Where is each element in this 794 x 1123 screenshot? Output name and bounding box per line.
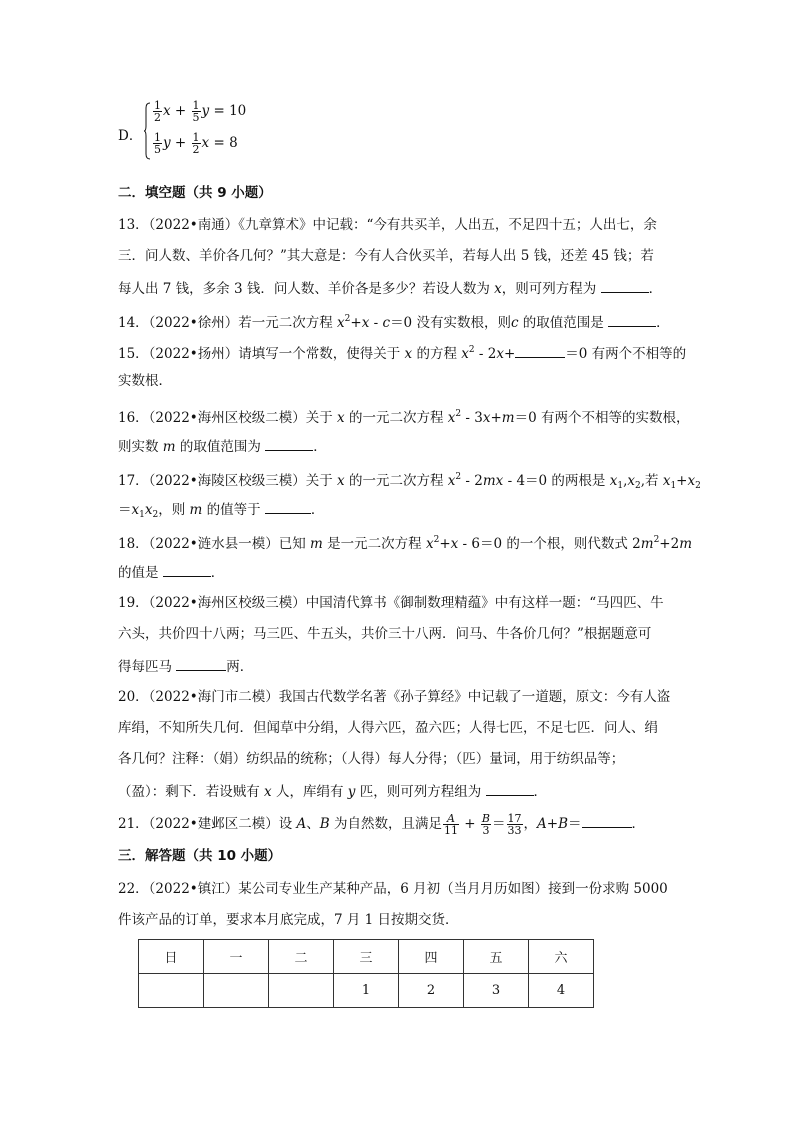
calendar-header-cell: 四 [399, 940, 464, 974]
calendar-header-cell: 二 [269, 940, 334, 974]
q17-line-1: 17．（2022•海陵区校级三模）关于 x 的一元二次方程 $x^2 - 2mx - 4=0$ 的两根是 $x_1,x_2$,若 $x_1+x_2$ [118, 472, 701, 491]
answer-blank[interactable] [601, 277, 649, 293]
q22-line-2: 件该产品的订单，要求本月底完成，7 月 1 日按期交货． [118, 912, 459, 928]
answer-blank[interactable] [265, 435, 313, 451]
q13-line-3: 每人出 7 钱，多余 3 钱．问人数、羊价各是多少？若设人数为 x，则可列方程为 ． [118, 277, 662, 299]
option-d-label: D． [118, 128, 143, 144]
calendar-header-cell: 三 [334, 940, 399, 974]
equation-2: $\frac{1}{5}$ y + $\frac{1}{2}$ x = 8 [154, 131, 238, 156]
q13-line-2: 三．问人数、羊价各几何？”其大意是：今有人合伙买羊，若每人出 5 钱，还差 45 钱；若 [118, 248, 654, 264]
q16-line-2: 则实数 m 的取值范围为 ． [118, 435, 327, 457]
q20-line-4: （盈）：剩下．若设贼有 x 人，库绢有 y 匹，则可列方程组为 ． [118, 780, 547, 802]
answer-blank[interactable] [608, 311, 656, 327]
q15-line-2: 实数根． [118, 373, 172, 389]
q19-line-1: 19．（2022•海州区校级三模）中国清代算书《御制数理精蕴》中有这样一题：“马四匹、牛 [118, 595, 664, 611]
answer-blank[interactable] [515, 342, 565, 358]
q18-line-2: 的值是 ． [118, 561, 224, 583]
q18-line-1: 18．（2022•涟水县一模）已知 m 是一元二次方程 $x^2+x - 6=0$ 的一个根，则代数式 $2m^2+2m$ [118, 535, 693, 552]
calendar-cell: 3 [464, 974, 529, 1008]
equation-1: $\frac{1}{2}$ x + $\frac{1}{5}$ y = 10 [154, 99, 247, 124]
calendar-cell [269, 974, 334, 1008]
q20-line-3: 各几何？注释：（娟）纺织品的统称；（人得）每人分得；（匹）量词，用于纺织品等； [118, 751, 625, 767]
calendar-header-cell: 一 [204, 940, 269, 974]
section-3-title: 三．解答题（共 10 小题） [118, 848, 282, 864]
section-2-title: 二．填空题（共 9 小题） [118, 185, 272, 201]
q17-line-2: $=x_1x_2$，则 m 的值等于 ． [118, 498, 324, 525]
calendar-header-row [139, 940, 594, 974]
calendar-row [139, 974, 594, 1008]
answer-blank[interactable] [582, 812, 632, 828]
q19-line-3: 得每匹马 两． [118, 655, 253, 677]
calendar-table [138, 939, 594, 1008]
calendar-header-cell: 日 [139, 940, 204, 974]
q21-line-1: 21．（2022•建邺区二模）设 A、B 为自然数，且满足 $\frac{A}{11}$ + $\frac{B}{3}$ ＝ $\frac{17}{33}$ ，A+B＝ ． [118, 812, 645, 837]
calendar-header-cell: 五 [464, 940, 529, 974]
calendar-cell: 1 [334, 974, 399, 1008]
q19-line-2: 六头，共价四十八两；马三匹、牛五头，共价三十八两．问马、牛各价几何？”根据题意可 [118, 626, 652, 642]
q16-line-1: 16．（2022•海州区校级二模）关于 x 的一元二次方程 $x^2 - 3x+m=0$ 有两个不相等的实数根， [118, 409, 690, 426]
q20-line-2: 库绢，不知所失几何．但闻草中分绢，人得六匹，盈六匹；人得七匹，不足七匹．问人、绢 [118, 720, 658, 736]
q20-line-1: 20．（2022•海门市二模）我国古代数学名著《孙子算经》中记载了一道题，原文：今有人盗 [118, 689, 671, 705]
calendar-cell: 4 [529, 974, 594, 1008]
q22-line-1: 22．（2022•镇江）某公司专业生产某种产品，6 月初（当月月历如图）接到一份求购 5000 [118, 881, 668, 897]
answer-blank[interactable] [265, 498, 311, 514]
calendar-cell [204, 974, 269, 1008]
answer-blank[interactable] [176, 655, 226, 671]
q14-line-1: 14．（2022•徐州）若一元二次方程 $x^2+x - c=0$ 没有实数根，则c 的取值范围是 ． [118, 309, 670, 333]
q15-line-1: 15．（2022•扬州）请填写一个常数，使得关于 x 的方程 $x^2 - 2x+ =0$ 有两个不相等的 [118, 340, 686, 364]
answer-blank[interactable] [163, 561, 211, 577]
calendar-header-cell: 六 [529, 940, 594, 974]
calendar-cell [139, 974, 204, 1008]
answer-blank[interactable] [486, 780, 534, 796]
calendar-cell: 2 [399, 974, 464, 1008]
q13-line-1: 13．（2022•南通）《九章算术》中记载：“今有共买羊，人出五，不足四十五；人出七，余 [118, 217, 657, 233]
left-brace-icon [144, 102, 151, 160]
